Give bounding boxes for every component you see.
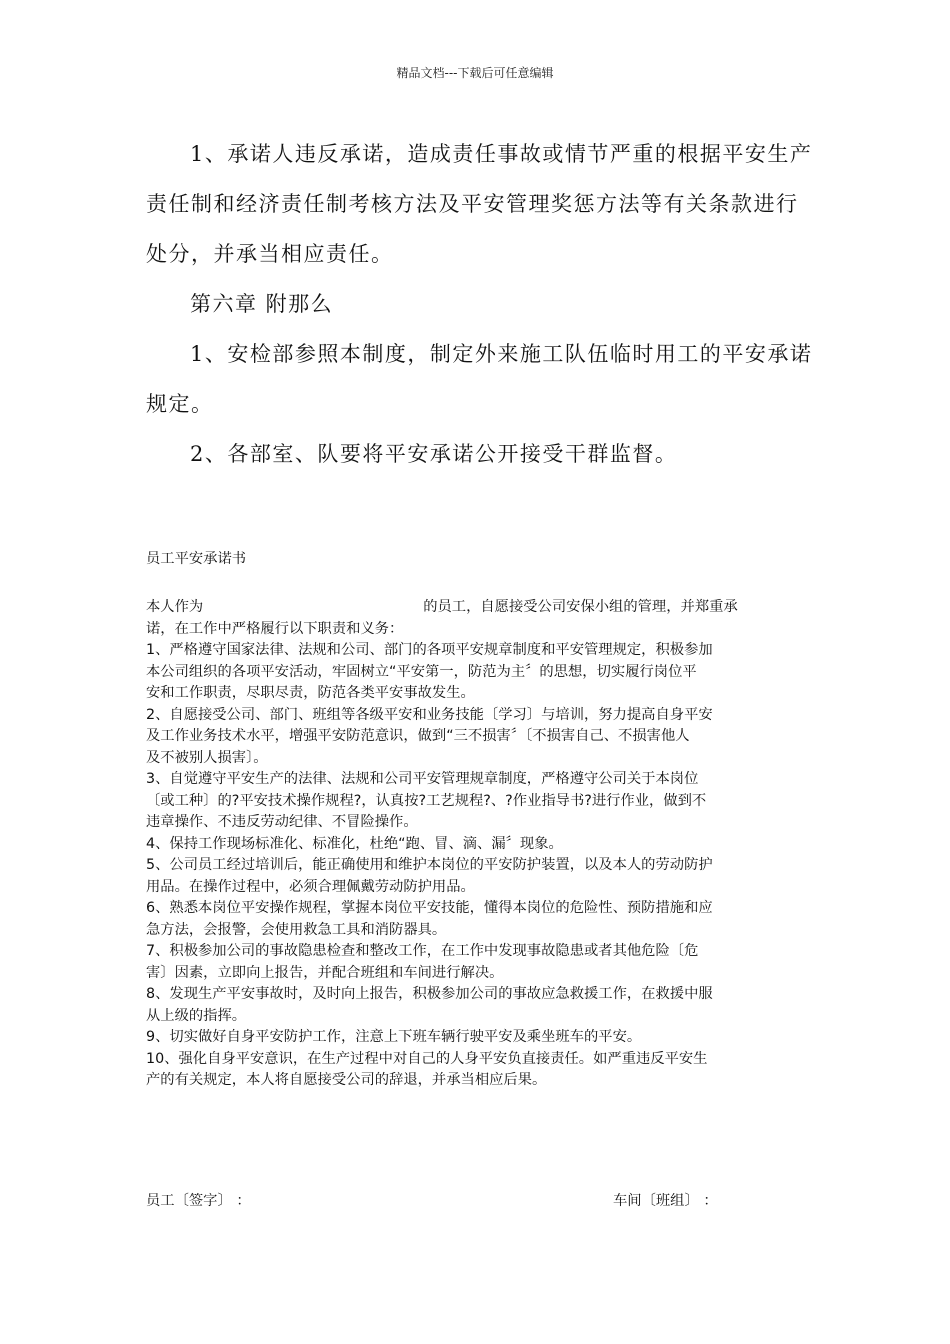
page-header: 精品文档---下载后可任意编辑 (396, 66, 554, 80)
duty-item-5-line-2: 用品。在操作过程中，必须合理佩戴劳动防护用品。 (146, 878, 475, 895)
duty-item-2-line-3: 及不被别人损害〕。 (146, 749, 268, 766)
duty-item-2-line-1: 2、自愿接受公司、部门、班组等各级平安和业务技能〔学习〕与培训，努力提高自身平安 (146, 706, 713, 723)
duty-item-6-line-2: 急方法，会报警，会使用救急工具和消防器具。 (146, 921, 447, 938)
letter-body (146, 597, 811, 1092)
chapter-heading: 第六章 附那么 (190, 292, 334, 316)
duty-item-8-line-2: 从上级的指挥。 (146, 1007, 247, 1024)
duty-item-10-line-1: 10、强化自身平安意识，在生产过程中对自己的人身平安负直接责任。如严重违反平安生 (146, 1050, 708, 1067)
chapter-clause-1-line-1: 1、安检部参照本制度，制定外来施工队伍临时用工的平安承诺 (190, 342, 813, 366)
intro-prefix: 本人作为 (146, 599, 204, 615)
duty-item-5-line-1: 5、公司员工经过培训后，能正确使用和维护本岗位的平安防护装置，以及本人的劳动防护 (146, 857, 713, 873)
duty-item-7-line-2: 害〕因素，立即向上报告，并配合班组和车间进行解决。 (146, 964, 504, 981)
duty-item-3-line-3: 违章操作、不违反劳动纪律、不冒险操作。 (146, 814, 418, 830)
chapter-clause-2: 2、各部室、队要将平安承诺公开接受干群监督。 (190, 442, 678, 466)
duty-item-4-line-1: 4、保持工作现场标准化、标准化，杜绝“跑、冒、滴、漏〞现象。 (146, 835, 563, 852)
clause-1-line-2: 责任制和经济责任制考核方法及平安管理奖惩方法等有关条款进行 (146, 192, 799, 216)
workshop-signature-label: 车间〔班组〕 ： (613, 1193, 718, 1209)
duty-item-8-line-1: 8、发现生产平安事故时，及时向上报告，积极参加公司的事故应急救援工作，在救援中服 (146, 986, 713, 1002)
duty-item-1-line-2: 本公司组织的各项平安活动，牢固树立“平安第一，防范为主〞的思想，切实履行岗位平 (146, 663, 697, 680)
duty-item-3-line-2: 〔或工种〕的?平安技术操作规程?，认真按?工艺规程?、?作业指导书?进行作业，做到不 (146, 792, 707, 809)
employee-signature-label: 员工〔签字〕 ： (146, 1193, 251, 1209)
duty-item-2-line-2: 及工作业务技术水平，增强平安防范意识，做到“三不损害〞〔不损害自己、不损害他人 (146, 728, 690, 744)
duty-item-9-line-1: 9、切实做好自身平安防护工作，注意上下班车辆行驶平安及乘坐班车的平安。 (146, 1029, 642, 1045)
duty-list (146, 640, 811, 1092)
intro-line-2: 诺，在工作中严格履行以下职责和义务： (146, 620, 404, 637)
chapter-clause-1-line-2: 规定。 (146, 392, 214, 416)
intro-line-1 (146, 597, 811, 619)
intro-suffix: 的员工，自愿接受公司安保小组的管理，并郑重承 (423, 599, 738, 615)
duty-item-1-line-1: 1、严格遵守国家法律、法规和公司、部门的各项平安规章制度和平安管理规定，积极参加 (146, 642, 713, 658)
duty-item-3-line-1: 3、自觉遵守平安生产的法律、法规和公司平安管理规章制度，严格遵守公司关于本岗位 (146, 771, 699, 787)
duty-item-7-line-1: 7、积极参加公司的事故隐患检查和整改工作，在工作中发现事故隐患或者其他危险〔危 (146, 943, 699, 959)
duty-item-1-line-3: 安和工作职责，尽职尽责，防范各类平安事故发生。 (146, 685, 475, 701)
duty-item-10-line-2: 产的有关规定，本人将自愿接受公司的辞退，并承当相应后果。 (146, 1072, 547, 1088)
clause-1-line-1: 1、承诺人违反承诺，造成责任事故或情节严重的根据平安生产 (190, 142, 813, 166)
clause-1-line-3: 处分，并承当相应责任。 (146, 242, 394, 266)
letter-title: 员工平安承诺书 (146, 551, 247, 567)
duty-item-6-line-1: 6、熟悉本岗位平安操作规程，掌握本岗位平安技能，懂得本岗位的危险性、预防措施和应 (146, 900, 713, 916)
